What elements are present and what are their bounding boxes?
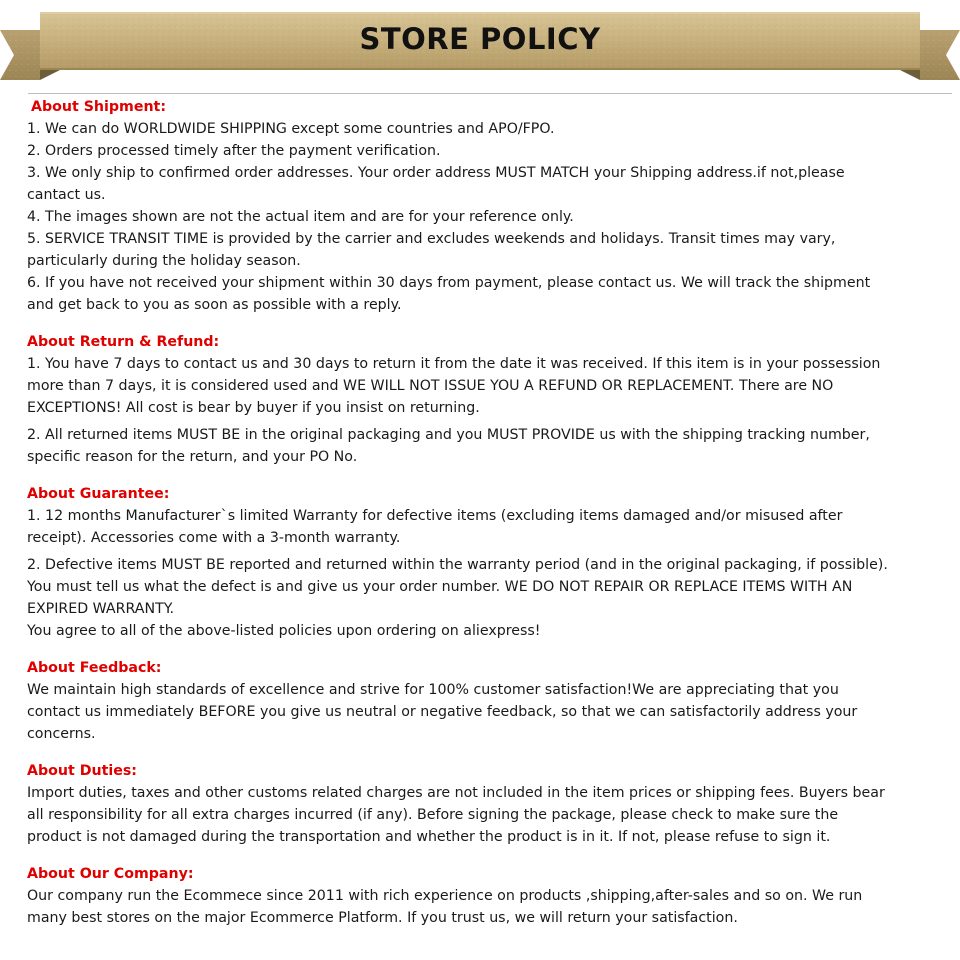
shipment-line: 1. We can do WORLDWIDE SHIPPING except some countries and APO/FPO. xyxy=(27,121,555,137)
guarantee-line: 1. 12 months Manufacturer`s limited Warranty for defective items (excluding items damaged and/or misused after xyxy=(27,508,843,524)
guarantee-line: You must tell us what the defect is and give us your order number. WE DO NOT REPAIR OR REPLACE ITEMS WITH AN xyxy=(27,579,853,595)
shipment-line: 6. If you have not received your shipment within 30 days from payment, please contact us. We will track the shipment xyxy=(27,275,871,291)
shipment-line: cantact us. xyxy=(27,187,106,203)
return-section xyxy=(27,331,937,468)
duties-line: all responsibility for all extra charges incurred (if any). Before signing the package, please check to make sure the xyxy=(27,807,839,823)
shipment-section xyxy=(27,96,937,316)
return-line: 1. You have 7 days to contact us and 30 days to return it from the date it was received. If this item is in your possession xyxy=(27,356,881,372)
guarantee-line: EXPIRED WARRANTY. xyxy=(27,601,175,617)
company-section xyxy=(27,863,937,929)
section-title-duties: About Duties: xyxy=(27,763,137,779)
return-line: EXCEPTIONS! All cost is bear by buyer if you insist on returning. xyxy=(27,400,480,416)
duties-line: Import duties, taxes and other customs related charges are not included in the item prices or shipping fees. Buyers bear xyxy=(27,785,885,801)
feedback-line: We maintain high standards of excellence and strive for 100% customer satisfaction!We are appreciating that you xyxy=(27,682,839,698)
section-title-guarantee: About Guarantee: xyxy=(27,486,170,502)
guarantee-section xyxy=(27,483,937,642)
return-line: 2. All returned items MUST BE in the original packaging and you MUST PROVIDE us with the shipping tracking number, xyxy=(27,427,870,443)
page-title: STORE POLICY xyxy=(359,22,601,56)
header-divider xyxy=(28,93,952,94)
shipment-line: 5. SERVICE TRANSIT TIME is provided by the carrier and excludes weekends and holidays. Transit times may vary, xyxy=(27,231,836,247)
ribbon-right-fold xyxy=(900,70,920,80)
section-title-shipment: About Shipment: xyxy=(31,99,167,115)
company-line: many best stores on the major Ecommerce Platform. If you trust us, we will return your satisfaction. xyxy=(27,910,738,926)
duties-line: product is not damaged during the transportation and whether the product is in it. If not, please refuse to sign it. xyxy=(27,829,831,845)
guarantee-line: You agree to all of the above-listed policies upon ordering on aliexpress! xyxy=(27,623,541,639)
feedback-line: concerns. xyxy=(27,726,96,742)
section-title-company: About Our Company: xyxy=(27,866,194,882)
shipment-line: 2. Orders processed timely after the payment verification. xyxy=(27,143,441,159)
ribbon-left-fold xyxy=(40,70,60,80)
return-line: more than 7 days, it is considered used and WE WILL NOT ISSUE YOU A REFUND OR REPLACEMENT. There are NO xyxy=(27,378,834,394)
duties-section xyxy=(27,760,937,848)
return-line: specific reason for the return, and your PO No. xyxy=(27,449,358,465)
feedback-section xyxy=(27,657,937,745)
shipment-line: particularly during the holiday season. xyxy=(27,253,301,269)
company-line: Our company run the Ecommece since 2011 with rich experience on products ,shipping,after-sales and so on. We run xyxy=(27,888,863,904)
feedback-line: contact us immediately BEFORE you give us neutral or negative feedback, so that we can satisfactorily address your xyxy=(27,704,858,720)
section-title-feedback: About Feedback: xyxy=(27,660,162,676)
shipment-line: and get back to you as soon as possible with a reply. xyxy=(27,297,402,313)
shipment-line: 4. The images shown are not the actual item and are for your reference only. xyxy=(27,209,574,225)
shipment-line: 3. We only ship to confirmed order addresses. Your order address MUST MATCH your Shipping address.if not,please xyxy=(27,165,845,181)
section-title-return: About Return & Refund: xyxy=(27,334,220,350)
guarantee-line: receipt). Accessories come with a 3-month warranty. xyxy=(27,530,401,546)
guarantee-line: 2. Defective items MUST BE reported and returned within the warranty period (and in the original packaging, if possible). xyxy=(27,557,888,573)
policy-content xyxy=(27,96,937,929)
store-policy-banner xyxy=(0,0,960,82)
